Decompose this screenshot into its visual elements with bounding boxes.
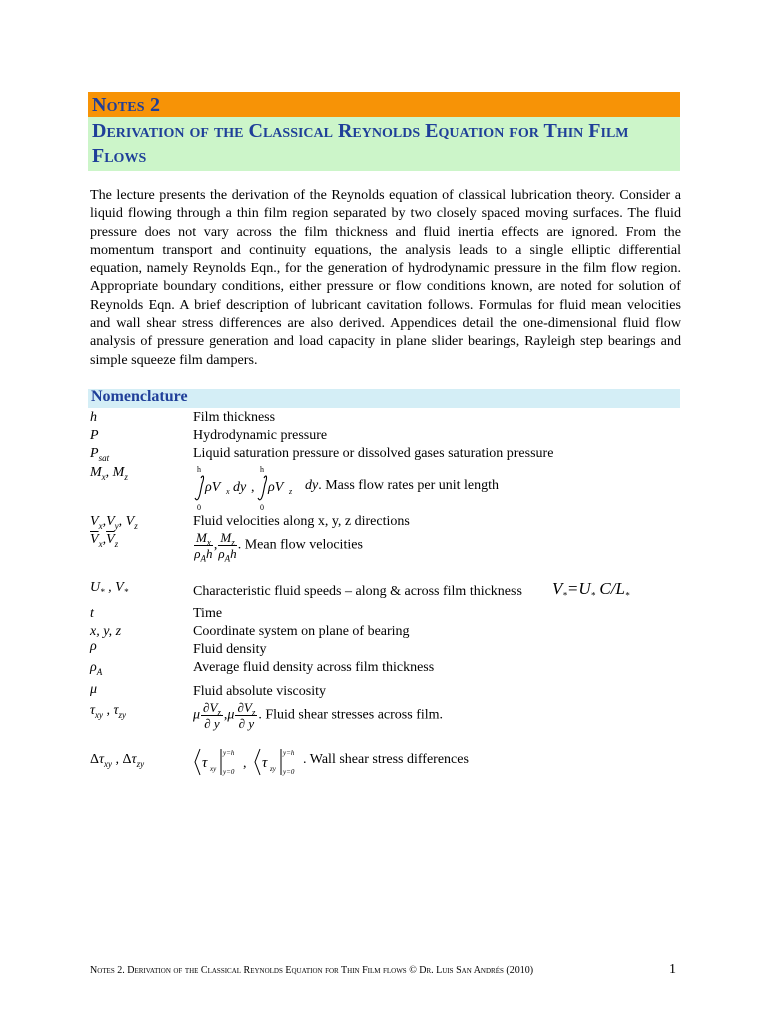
desc-delta-tau: . Wall shear stress differences (303, 752, 469, 767)
abstract-paragraph: The lecture presents the derivation of the Reynolds equation of classical lubrication theory. Consider a liquid flowing through a thin film region separated by two closely spaced moving surfaces. The fluid pressure does not vary across the film thickness and fluid inertia effects are ignored. From the momentum transport and continuity equations, the analysis leads to a single elliptic differential equation, namely Reynolds Eqn., for the generation of hydrodynamic pressure in the film flow region. Appropriate boundary conditions, either pressure or flow conditions known, are noted for solution of Reynolds Eqn. A brief description of lubricant cavitation follows. Formulas for fluid mean velocities and wall shear stress differences are also derived. Appendices detail the one-dimensional fluid flow analysis of pressure generation and load capacity in plane slider bearings, Rayleigh step bearings and simple squeeze film dampers. (90, 187, 681, 368)
symbol-mass-flows: $M_x$, $M_z$ (90, 465, 128, 482)
svg-text:ρV: ρV (205, 480, 221, 495)
symbol-tau: $\tau_{xy}$ , $\tau_{zy}$ (90, 703, 127, 720)
symbol-mean-velocities: $\overline{V}_x,\overline{V}_z$ (90, 532, 119, 549)
desc-h: Film thickness (193, 410, 276, 425)
svg-text:y=0: y=0 (223, 768, 235, 776)
desc-rho-a: Average fluid density across film thickness (193, 660, 435, 675)
characteristic-speed-formula: $V_*=U_*$ $C/L_*$ (552, 579, 630, 601)
footer-text: Notes 2. Derivation of the Classical Reynolds Equation for Thin Film flows © Dr. Luis San Andrés (2010) (90, 965, 534, 976)
svg-text:h: h (197, 465, 201, 474)
svg-text:,: , (251, 480, 255, 495)
svg-text:y=h: y=h (223, 749, 235, 757)
svg-text:τ: τ (202, 755, 208, 771)
svg-text:dy: dy (233, 480, 247, 495)
symbol-rho-a: $\rho_A$ (90, 660, 103, 677)
symbol-p: P (90, 428, 99, 443)
symbol-psat: $P_{sat}$ (90, 446, 110, 463)
svg-text:0: 0 (197, 503, 201, 512)
svg-text:x: x (226, 487, 230, 496)
symbol-mu: μ (90, 682, 98, 697)
svg-text:h: h (260, 465, 264, 474)
desc-mass-flow: . Mass flow rates per unit length (318, 478, 500, 493)
desc-characteristic-speeds: Characteristic fluid speeds – along & across film thickness (193, 584, 522, 599)
svg-text:y=h: y=h (283, 749, 295, 757)
desc-tau: . Fluid shear stresses across film. (258, 707, 444, 723)
title-banner (88, 117, 680, 171)
symbol-xyz: x, y, z (90, 624, 122, 639)
svg-text:0: 0 (260, 503, 264, 512)
svg-text:,: , (243, 756, 247, 771)
svg-text:zy: zy (270, 765, 276, 773)
shear-stress-formula: μ $\frac{\partial V_z}{\partial y}$ ,μ $\frac{\partial V_z}{\partial y}$ . Fluid shear stresses across film. (193, 700, 444, 731)
desc-velocities: Fluid velocities along x, y, z directions (193, 514, 410, 529)
svg-text:τ: τ (262, 755, 268, 771)
desc-mu: Fluid absolute viscosity (193, 684, 326, 699)
wall-shear-brackets (193, 745, 305, 779)
desc-psat: Liquid saturation pressure or dissolved gases saturation pressure (193, 446, 554, 461)
notes-label: Notes 2 (92, 94, 161, 116)
symbol-t: t (90, 606, 94, 621)
notes-label-banner (88, 92, 680, 117)
desc-mean-velocities: . Mean flow velocities (237, 537, 363, 553)
document-page: Notes 2 Derivation of the Classical Reynolds Equation for Thin Film Flows The lecture presents the derivation of the Reynolds equation of classical lubrication theory. Consider a liquid flowing through a thin film region separated by two closely spaced moving surfaces. The fluid pressure does not vary across the film thickness and fluid inertia effects are ignored. From the momentum transport and continuity equations, the analysis leads to a single elliptic differential equation, namely Reynolds Eqn., for the generation of hydrodynamic pressure in the film flow region. Appropriate boundary conditions, either pressure or flow conditions known, are noted for solution of Reynolds Eqn. A brief description of lubricant cavitation follows. Formulas for fluid mean velocities and wall shear stress differences are also derived. Appendices detail the one-dimensional fluid flow analysis of pressure generation and load capacity in plane slider bearings, Rayleigh step bearings and simple squeeze film dampers. Nomenclature h Film thickness P Hydrodynamic pressure $P_{sat}$ Liquid saturation pressure or dissolved gases saturation pressure $M_x$, $M_z$ h 0 ρV x dy , h 0 ρV z dy. Mass flow rates per unit length $V_x,V_y$, $V_z$ Fluid velocities along x, y, z directions $\overline{V}_x,\overline{V}_z$ $\frac{M_x}{\rho_Ah}$ , $\frac{M_z}{\rho_Ah}$ . Mean flow velocities $U_*$ , $V_*$ Characteristic fluid speeds – along & across film thickness $V_*=U_*$ $C/L_*$ t Time x, y, z Coordinate system on plane of bearing ρ Fluid density $\rho_A$ Average fluid density across film thickness μ Fluid absolute viscosity $\tau_{xy}$ , $\tau_{zy}$ μ $\frac{\partial V_z}{\partial y}$ ,μ $\frac{\partial V_z}{\partial y}$ . Fluid shear stresses across film. $\Delta\tau_{xy}$ , $\Delta\tau_{zy}$ τ xy y=h y=0 , τ zy y=h y=0 . Wall shear stress differences Notes 2. Derivation of the Classical Reynolds Equation for Thin Film flows © Dr. Luis San Andrés (2010) 1 (90, 94, 681, 977)
symbol-delta-tau: $\Delta\tau_{xy}$ , $\Delta\tau_{zy}$ (90, 752, 145, 769)
page-title: Derivation of the Classical Reynolds Equation for Thin Film Flows (92, 120, 629, 167)
nomenclature-heading: Nomenclature (91, 388, 188, 405)
mass-flow-integrals (193, 464, 303, 512)
page-number: 1 (669, 962, 676, 977)
desc-xyz: Coordinate system on plane of bearing (193, 624, 410, 639)
nomenclature-banner (88, 389, 680, 408)
svg-text:ρV: ρV (268, 480, 284, 495)
symbol-characteristic-speeds: $U_*$ , $V_*$ (90, 580, 129, 597)
desc-rho: Fluid density (193, 642, 267, 657)
mean-velocity-formula: $\frac{M_x}{\rho_Ah}$ , $\frac{M_z}{\rho_Ah}$ . Mean flow velocities (194, 530, 363, 564)
symbol-rho: ρ (90, 639, 97, 654)
svg-text:y=0: y=0 (283, 768, 295, 776)
symbol-h: h (90, 410, 97, 425)
desc-p: Hydrodynamic pressure (193, 428, 328, 443)
symbol-velocities: $V_x,V_y$, $V_z$ (90, 514, 138, 531)
svg-text:z: z (289, 487, 293, 496)
svg-text:xy: xy (210, 765, 217, 773)
desc-t: Time (193, 606, 223, 621)
